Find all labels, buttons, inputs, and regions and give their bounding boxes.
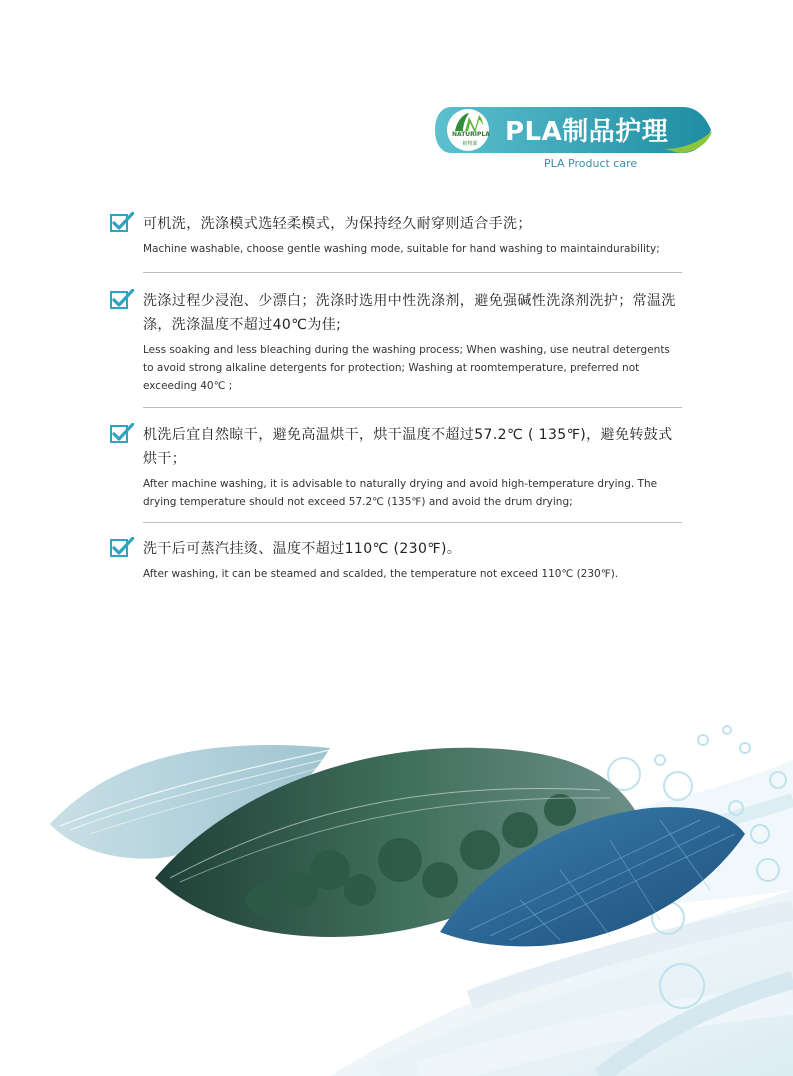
care-item-3 (110, 423, 682, 511)
care-text-en: Machine washable, choose gentle washing mode, suitable for hand washing to maintaindurability; (143, 243, 660, 255)
checkbox-check-icon (110, 537, 134, 557)
logo-name: NATURIPLA (452, 131, 490, 138)
divider (143, 407, 682, 408)
care-text-en: Less soaking and less bleaching during the washing process; When washing, use neutral detergents to avoid strong alkaline detergents for protection; Washing at roomtemperature, preferred not exceeding 40℃ ; (143, 344, 670, 392)
care-text-zh: 机洗后宜自然晾干，避免高温烘干，烘干温度不超过57.2℃ ( 135℉)，避免转鼓式烘干； (143, 427, 673, 467)
checkbox-check-icon (110, 289, 134, 309)
care-text-en: After machine washing, it is advisable to naturally drying and avoid high-temperature drying. The drying temperature should not exceed 57.2℃ (135℉) and avoid the drum drying; (143, 478, 658, 508)
decorative-artwork (0, 700, 793, 1076)
care-text-zh: 洗干后可蒸汽挂烫、温度不超过110℃ (230℉)。 (143, 541, 462, 557)
naturipla-logo-icon (453, 111, 485, 133)
care-item-2 (110, 289, 682, 395)
checkbox-check-icon (110, 423, 134, 443)
care-item-1 (110, 212, 682, 258)
care-text-zh: 洗涤过程少浸泡、少漂白；洗涤时选用中性洗涤剂，避免强碱性洗涤剂洗护；常温洗涤，洗涤温度不超过40℃为佳; (143, 293, 676, 333)
checkbox-check-icon (110, 212, 134, 232)
header-badge (433, 105, 713, 155)
page-subtitle: PLA Product care (544, 157, 638, 170)
care-text-en: After washing, it can be steamed and scalded, the temperature not exceed 110℃ (230℉). (143, 568, 619, 580)
logo-subtext: 植物源 (462, 141, 478, 147)
care-text-zh: 可机洗，洗涤模式选轻柔模式，为保持经久耐穿则适合手洗； (143, 216, 532, 232)
care-item-4 (110, 537, 682, 583)
divider (143, 272, 682, 273)
page-title: PLA制品护理 (505, 117, 669, 147)
divider (143, 522, 682, 523)
